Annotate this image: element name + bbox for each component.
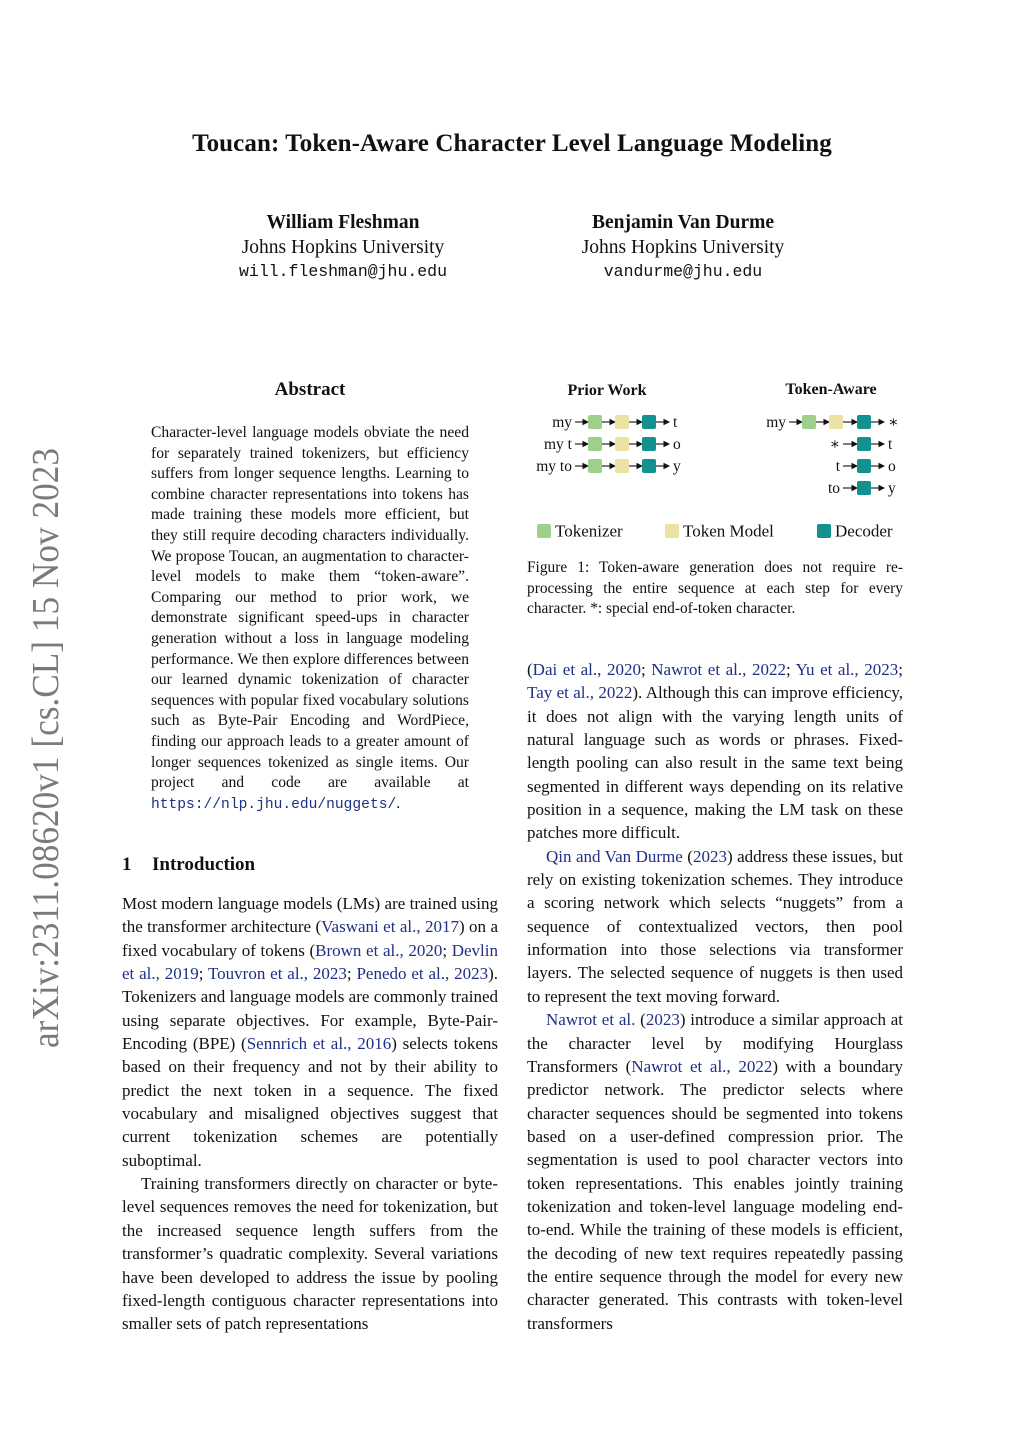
author-email[interactable]: will.fleshman@jhu.edu [239,262,447,281]
block [857,437,871,451]
abstract-text: Character-level language models obviate the need for separately trained tokenizers, but efficiency suffers from longer sequence lengths. Learning to combine character representations into tokens has made training these models more efficient, but they still require decoding characters individually. We propose Toucan, an augmentation to character-level models to make them “token-aware”. Comparing our method to prior work, we demonstrate significant speed-ups in character generation without a loss in language modeling performance. We then explore differences between our learned dynamic tokenization of character sequences with popular fixed vocabulary solutions such as Byte-Pair Encoding and WordPiece, finding our approach leads to a greater amount of longer sequences tokenized as single items. Our project and code are available at [151,424,469,792]
paragraph [527,845,903,1008]
citation-link[interactable]: Vaswani et al., 2017 [321,917,459,937]
input-label: t [835,458,840,475]
block [615,437,629,451]
panel-title-prior-work: Prior Work [567,382,647,399]
legend-swatch [537,524,551,538]
paragraph [122,892,498,1172]
block [615,459,629,473]
text-run: ) selects tokens based on their frequency and not by their ability to predict the next token in a sequence. The fixed vocabulary and misaligned objectives suggest that current tokenization schemes are potentially suboptimal. [122,1034,498,1170]
output-label: o [673,436,681,453]
block [642,437,656,451]
input-label: to [827,480,840,497]
output-label: y [673,458,681,475]
paragraph [527,1008,903,1335]
block [588,415,602,429]
author-affiliation: Johns Hopkins University [581,236,785,258]
text-run: ) with a boundary predictor network. The predictor selects where character sequences should be segmented into tokens based on a user-defined compression prior. The segmentation is used to pool character vectors into token representations. This enables jointly training tokenization and token-level language modeling end-to-end. While the training of these models is efficient, the decoding of new text requires repeatedly passing the entire sequence through the model for every new character generated. This contrasts with token-level transformers [527,1056,903,1333]
citation-link[interactable]: Brown et al., 2020 [315,940,443,960]
block [857,415,871,429]
text-run: ; [346,964,357,984]
text-run: ( [527,660,533,679]
citation-link[interactable]: Qin and Van Durme [546,846,683,866]
citation-link[interactable]: 2023 [692,846,727,866]
output-label: y [888,480,896,497]
left-column-text [122,892,498,1336]
citation-link[interactable]: Touvron et al., 2023 [207,964,347,984]
figure-1 [527,376,903,586]
arxiv-identifier-stamp [28,446,68,1050]
section-title: Introduction [152,854,256,875]
text-run: ; [442,940,452,960]
arxiv-stamp-text: arXiv:2311.08620v1 [cs.CL] 15 Nov 2023 [28,446,67,1048]
input-label: my [766,414,786,431]
figure-legend [537,522,893,541]
citation-link[interactable]: Nawrot et al., 2022 [651,660,786,679]
block [857,459,871,473]
input-label: my [552,414,572,431]
citation-link[interactable]: 2023 [645,1010,680,1030]
author-name: William Fleshman [266,212,420,233]
input-label: my to [536,458,572,475]
block [857,481,871,495]
right-column-text [527,658,903,1335]
output-label: t [673,414,678,431]
figure-caption: Figure 1: Token-aware generation does not require re-processing the entire sequence at each step for every character. *: special end-of-token character. [527,559,903,617]
citation-link[interactable]: Tay et al., 2022 [527,683,633,703]
text-run: Most modern language models (LMs) are trained using the transformer architecture ( [122,894,498,937]
author-block-2 [533,211,833,285]
citation-link[interactable]: Penedo et al., 2023 [356,964,489,984]
legend-label: Tokenizer [555,521,623,541]
text-run: ; [785,660,796,679]
text-run: ; [198,964,208,984]
text-run: ) on a fixed vocabulary of tokens ( [122,917,499,960]
text-run: ; [640,660,652,679]
text-run: ( [682,846,693,866]
block [642,459,656,473]
block [642,415,656,429]
paper-title: Toucan: Token-Aware Character Level Language Modeling [192,130,832,157]
block [588,437,602,451]
legend-swatch [817,524,831,538]
output-label: o [888,458,896,475]
abstract-heading: Abstract [274,379,346,400]
block [802,415,816,429]
citation-link[interactable]: Nawrot et al., 2022 [631,1056,773,1076]
paragraph: Training transformers directly on character or byte-level sequences removes the need for tokenization, but the increased sequence length suffers from the transformer’s quadratic complexity. Several variations have been developed to address the issue by pooling fixed-length contiguous character representations into smaller sets of patch representations [122,1174,498,1334]
paragraph [527,658,903,845]
section-heading-introduction [122,854,255,876]
author-name: Benjamin Van Durme [591,212,775,233]
citation-link[interactable]: Sennrich et al., 2016 [246,1034,392,1054]
block [588,459,602,473]
citation-link[interactable]: Nawrot et al. [546,1010,636,1030]
text-run: ( [635,1010,646,1030]
text-run: ). Tokenizers and language models are commonly trained using separate objectives. For example, Byte-Pair-Encoding (BPE) ( [122,964,498,1054]
author-email[interactable]: vandurme@jhu.edu [603,262,763,281]
block [615,415,629,429]
abstract-body [151,423,469,815]
token-aware-diagram [766,414,898,497]
legend-swatch [665,524,679,538]
citation-link[interactable]: Dai et al., 2020 [532,660,641,679]
prior-work-diagram [536,414,681,475]
author-affiliation: Johns Hopkins University [241,236,445,258]
citation-link[interactable]: Yu et al., 2023 [795,660,899,679]
input-label: ∗ [829,436,840,453]
input-label: my t [544,436,572,453]
citation-link[interactable]: Devlin et al., 2019 [122,940,498,984]
text-run: ). Although this can improve efficiency, it does not align with the varying length units of natural language such as words or phrases. Fixed-length pooling can also result in the same text being segmented in different ways depending on its relative position in a sequence, making the LM task on these patches more difficult. [527,683,904,843]
abstract-url-suffix: . [396,794,401,812]
legend-label: Token Model [683,521,774,541]
output-label: ∗ [888,414,899,431]
author-block-1 [193,211,493,285]
panel-title-token-aware: Token-Aware [785,381,877,398]
block [829,415,843,429]
legend-label: Decoder [835,521,893,541]
text-run: ; [898,660,903,679]
output-label: t [888,436,893,453]
text-run: ) introduce a similar approach at the character level by modifying Hourglass Transformers ( [527,1010,904,1076]
project-url-link[interactable]: https://nlp.jhu.edu/nuggets/ [151,796,397,813]
text-run: ) address these issues, but rely on existing tokenization schemes. They introduce a scoring network which selects “nuggets” from a sequence of contextualized vectors, then pool information into those selections via transformer layers. The selected sequence of nuggets is then used to represent the text moving forward. [527,846,903,1006]
section-number: 1 [122,854,132,875]
